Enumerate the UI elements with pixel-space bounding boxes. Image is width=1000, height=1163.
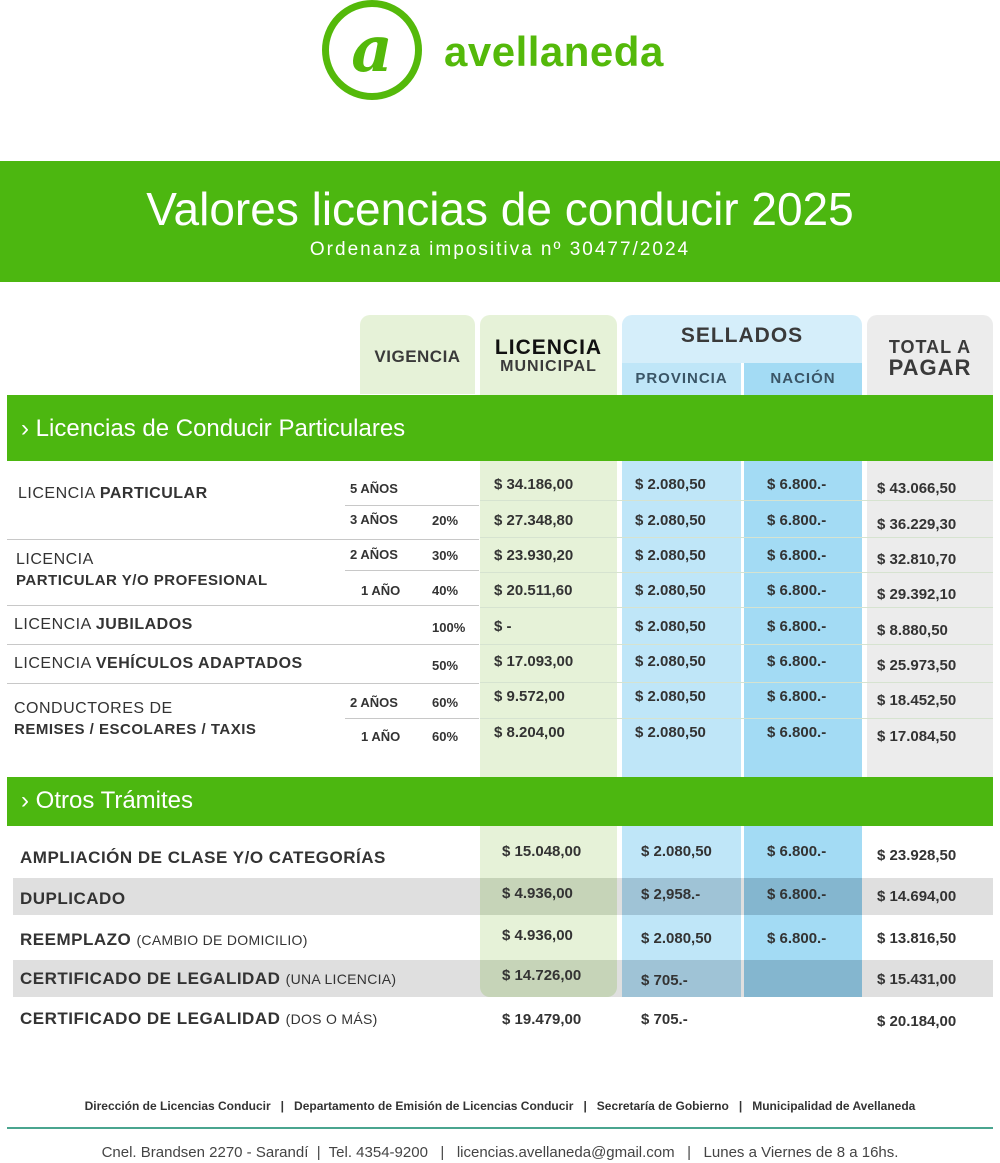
tramite-total: $ 14.694,00 xyxy=(877,888,957,905)
row-nacion: $ 6.800.- xyxy=(767,547,827,564)
row-total: $ 36.229,30 xyxy=(877,516,957,533)
row-municipal: $ 20.511,60 xyxy=(494,582,573,599)
row-descuento: 50% xyxy=(432,658,459,673)
row-descuento: 20% xyxy=(432,513,459,528)
footer-divider xyxy=(7,1127,993,1129)
divider xyxy=(345,505,479,506)
row-provincia: $ 2.080,50 xyxy=(635,512,706,529)
divider xyxy=(345,718,479,719)
tramite-label: CERTIFICADO DE LEGALIDAD (UNA LICENCIA) xyxy=(20,969,397,988)
tramite-total: $ 20.184,00 xyxy=(877,1013,957,1030)
tramite-nacion: $ 6.800.- xyxy=(767,843,827,860)
row-provincia: $ 2.080,50 xyxy=(635,476,706,493)
label-remises-line1: CONDUCTORES DE xyxy=(14,700,173,717)
row-total: $ 43.066,50 xyxy=(877,480,957,497)
tramite-total: $ 15.431,00 xyxy=(877,971,957,988)
page-subtitle: Ordenanza impositiva nº 30477/2024 xyxy=(309,239,691,260)
row-municipal: $ 27.348,80 xyxy=(494,512,574,529)
divider xyxy=(480,607,993,608)
divider xyxy=(480,500,993,501)
row-municipal: $ 23.930,20 xyxy=(494,547,574,564)
footer-departments: Dirección de Licencias Conducir | Departamento de Emisión de Licencias Conducir | Secretaría de Gobierno | Municipalidad de Avellaneda xyxy=(84,1099,916,1113)
row-provincia: $ 2.080,50 xyxy=(635,547,706,564)
row-vigencia: 3 AÑOS xyxy=(350,512,398,527)
tramite-municipal: $ 4.936,00 xyxy=(502,885,573,902)
section-particulares-title: › Licencias de Conducir Particulares xyxy=(7,395,993,461)
row-descuento: 60% xyxy=(432,695,459,710)
header-sellados: SELLADOS xyxy=(680,324,804,347)
tramite-total: $ 23.928,50 xyxy=(877,847,957,864)
label-licencia-particular: LICENCIA PARTICULAR xyxy=(18,485,208,502)
divider xyxy=(480,537,993,538)
tramite-label: REEMPLAZO (CAMBIO DE DOMICILIO) xyxy=(20,930,308,949)
tramite-municipal: $ 4.936,00 xyxy=(502,927,573,944)
row-vigencia: 1 AÑO xyxy=(361,729,401,744)
row-nacion: $ 6.800.- xyxy=(767,688,827,705)
tramite-provincia: $ 2.080,50 xyxy=(641,843,712,860)
label-remises-line2: REMISES / ESCOLARES / TAXIS xyxy=(14,721,257,738)
row-total: $ 32.810,70 xyxy=(877,551,957,568)
row-nacion: $ 6.800.- xyxy=(767,653,827,670)
divider xyxy=(480,572,993,573)
header-nacion: NACIÓN xyxy=(770,370,836,387)
divider xyxy=(7,605,479,606)
label-vehiculos-adaptados: LICENCIA VEHÍCULOS ADAPTADOS xyxy=(14,655,303,672)
label-licencia-jubilados: LICENCIA JUBILADOS xyxy=(14,616,193,633)
tramite-label: AMPLIACIÓN DE CLASE Y/O CATEGORÍAS xyxy=(20,848,386,867)
tramite-nacion: $ 6.800.- xyxy=(767,930,827,947)
tramite-municipal: $ 19.479,00 xyxy=(502,1011,582,1028)
tramite-provincia: $ 705.- xyxy=(641,1011,688,1028)
row-municipal: $ 8.204,00 xyxy=(494,724,565,741)
page-title: Valores licencias de conducir 2025 xyxy=(146,183,854,235)
row-municipal: $ 17.093,00 xyxy=(494,653,574,670)
section-otros-title: › Otros Trámites xyxy=(7,777,993,826)
row-provincia: $ 2.080,50 xyxy=(635,724,706,741)
row-total: $ 29.392,10 xyxy=(877,586,957,603)
row-nacion: $ 6.800.- xyxy=(767,582,827,599)
divider xyxy=(7,683,479,684)
tramite-provincia: $ 2,958.- xyxy=(641,886,701,903)
header-municipal: MUNICIPAL xyxy=(500,358,597,375)
footer-contact: Cnel. Brandsen 2270 - Sarandí | Tel. 4354-9200 | licencias.avellaneda@gmail.com | Lunes a Viernes de 8 a 16hs. xyxy=(101,1144,899,1161)
row-highlight xyxy=(744,960,862,997)
row-descuento: 30% xyxy=(432,548,459,563)
divider xyxy=(480,644,993,645)
divider xyxy=(345,570,479,571)
row-vigencia: 2 AÑOS xyxy=(350,695,398,710)
tramite-municipal: $ 14.726,00 xyxy=(502,967,582,984)
header-total: TOTAL A xyxy=(888,337,972,357)
row-nacion: $ 6.800.- xyxy=(767,512,827,529)
divider xyxy=(480,682,993,683)
divider xyxy=(480,718,993,719)
tramite-provincia: $ 2.080,50 xyxy=(641,930,712,947)
header-provincia: PROVINCIA xyxy=(635,370,728,387)
tramite-label: DUPLICADO xyxy=(20,889,126,908)
header-vigencia: VIGENCIA xyxy=(374,347,461,366)
row-total: $ 25.973,50 xyxy=(877,657,957,674)
row-descuento: 60% xyxy=(432,729,459,744)
tramite-nacion: $ 6.800.- xyxy=(767,886,827,903)
tramite-label: CERTIFICADO DE LEGALIDAD (DOS O MÁS) xyxy=(20,1009,378,1028)
tramite-municipal: $ 15.048,00 xyxy=(502,843,582,860)
row-total: $ 8.880,50 xyxy=(877,622,948,639)
row-nacion: $ 6.800.- xyxy=(767,476,827,493)
row-provincia: $ 2.080,50 xyxy=(635,618,706,635)
row-vigencia: 5 AÑOS xyxy=(350,481,398,496)
row-nacion: $ 6.800.- xyxy=(767,724,827,741)
row-nacion: $ 6.800.- xyxy=(767,618,827,635)
row-municipal: $ - xyxy=(494,618,512,635)
row-vigencia: 2 AÑOS xyxy=(350,547,398,562)
tramite-provincia: $ 705.- xyxy=(641,972,688,989)
label-profesional-line2: PARTICULAR Y/O PROFESIONAL xyxy=(16,572,268,589)
logo-letter: a xyxy=(351,12,393,87)
row-vigencia: 1 AÑO xyxy=(361,583,401,598)
row-descuento: 100% xyxy=(432,620,466,635)
tramite-total: $ 13.816,50 xyxy=(877,930,957,947)
row-municipal: $ 9.572,00 xyxy=(494,688,565,705)
divider xyxy=(7,539,479,540)
row-total: $ 17.084,50 xyxy=(877,728,957,745)
row-municipal: $ 34.186,00 xyxy=(494,476,574,493)
row-total: $ 18.452,50 xyxy=(877,692,957,709)
label-profesional-line1: LICENCIA xyxy=(16,551,94,568)
row-provincia: $ 2.080,50 xyxy=(635,653,706,670)
divider xyxy=(7,644,479,645)
brand-name: avellaneda xyxy=(444,28,664,75)
row-descuento: 40% xyxy=(432,583,459,598)
header-licencia: LICENCIA xyxy=(494,336,603,359)
row-provincia: $ 2.080,50 xyxy=(635,582,706,599)
row-provincia: $ 2.080,50 xyxy=(635,688,706,705)
header-pagar: PAGAR xyxy=(888,355,972,380)
